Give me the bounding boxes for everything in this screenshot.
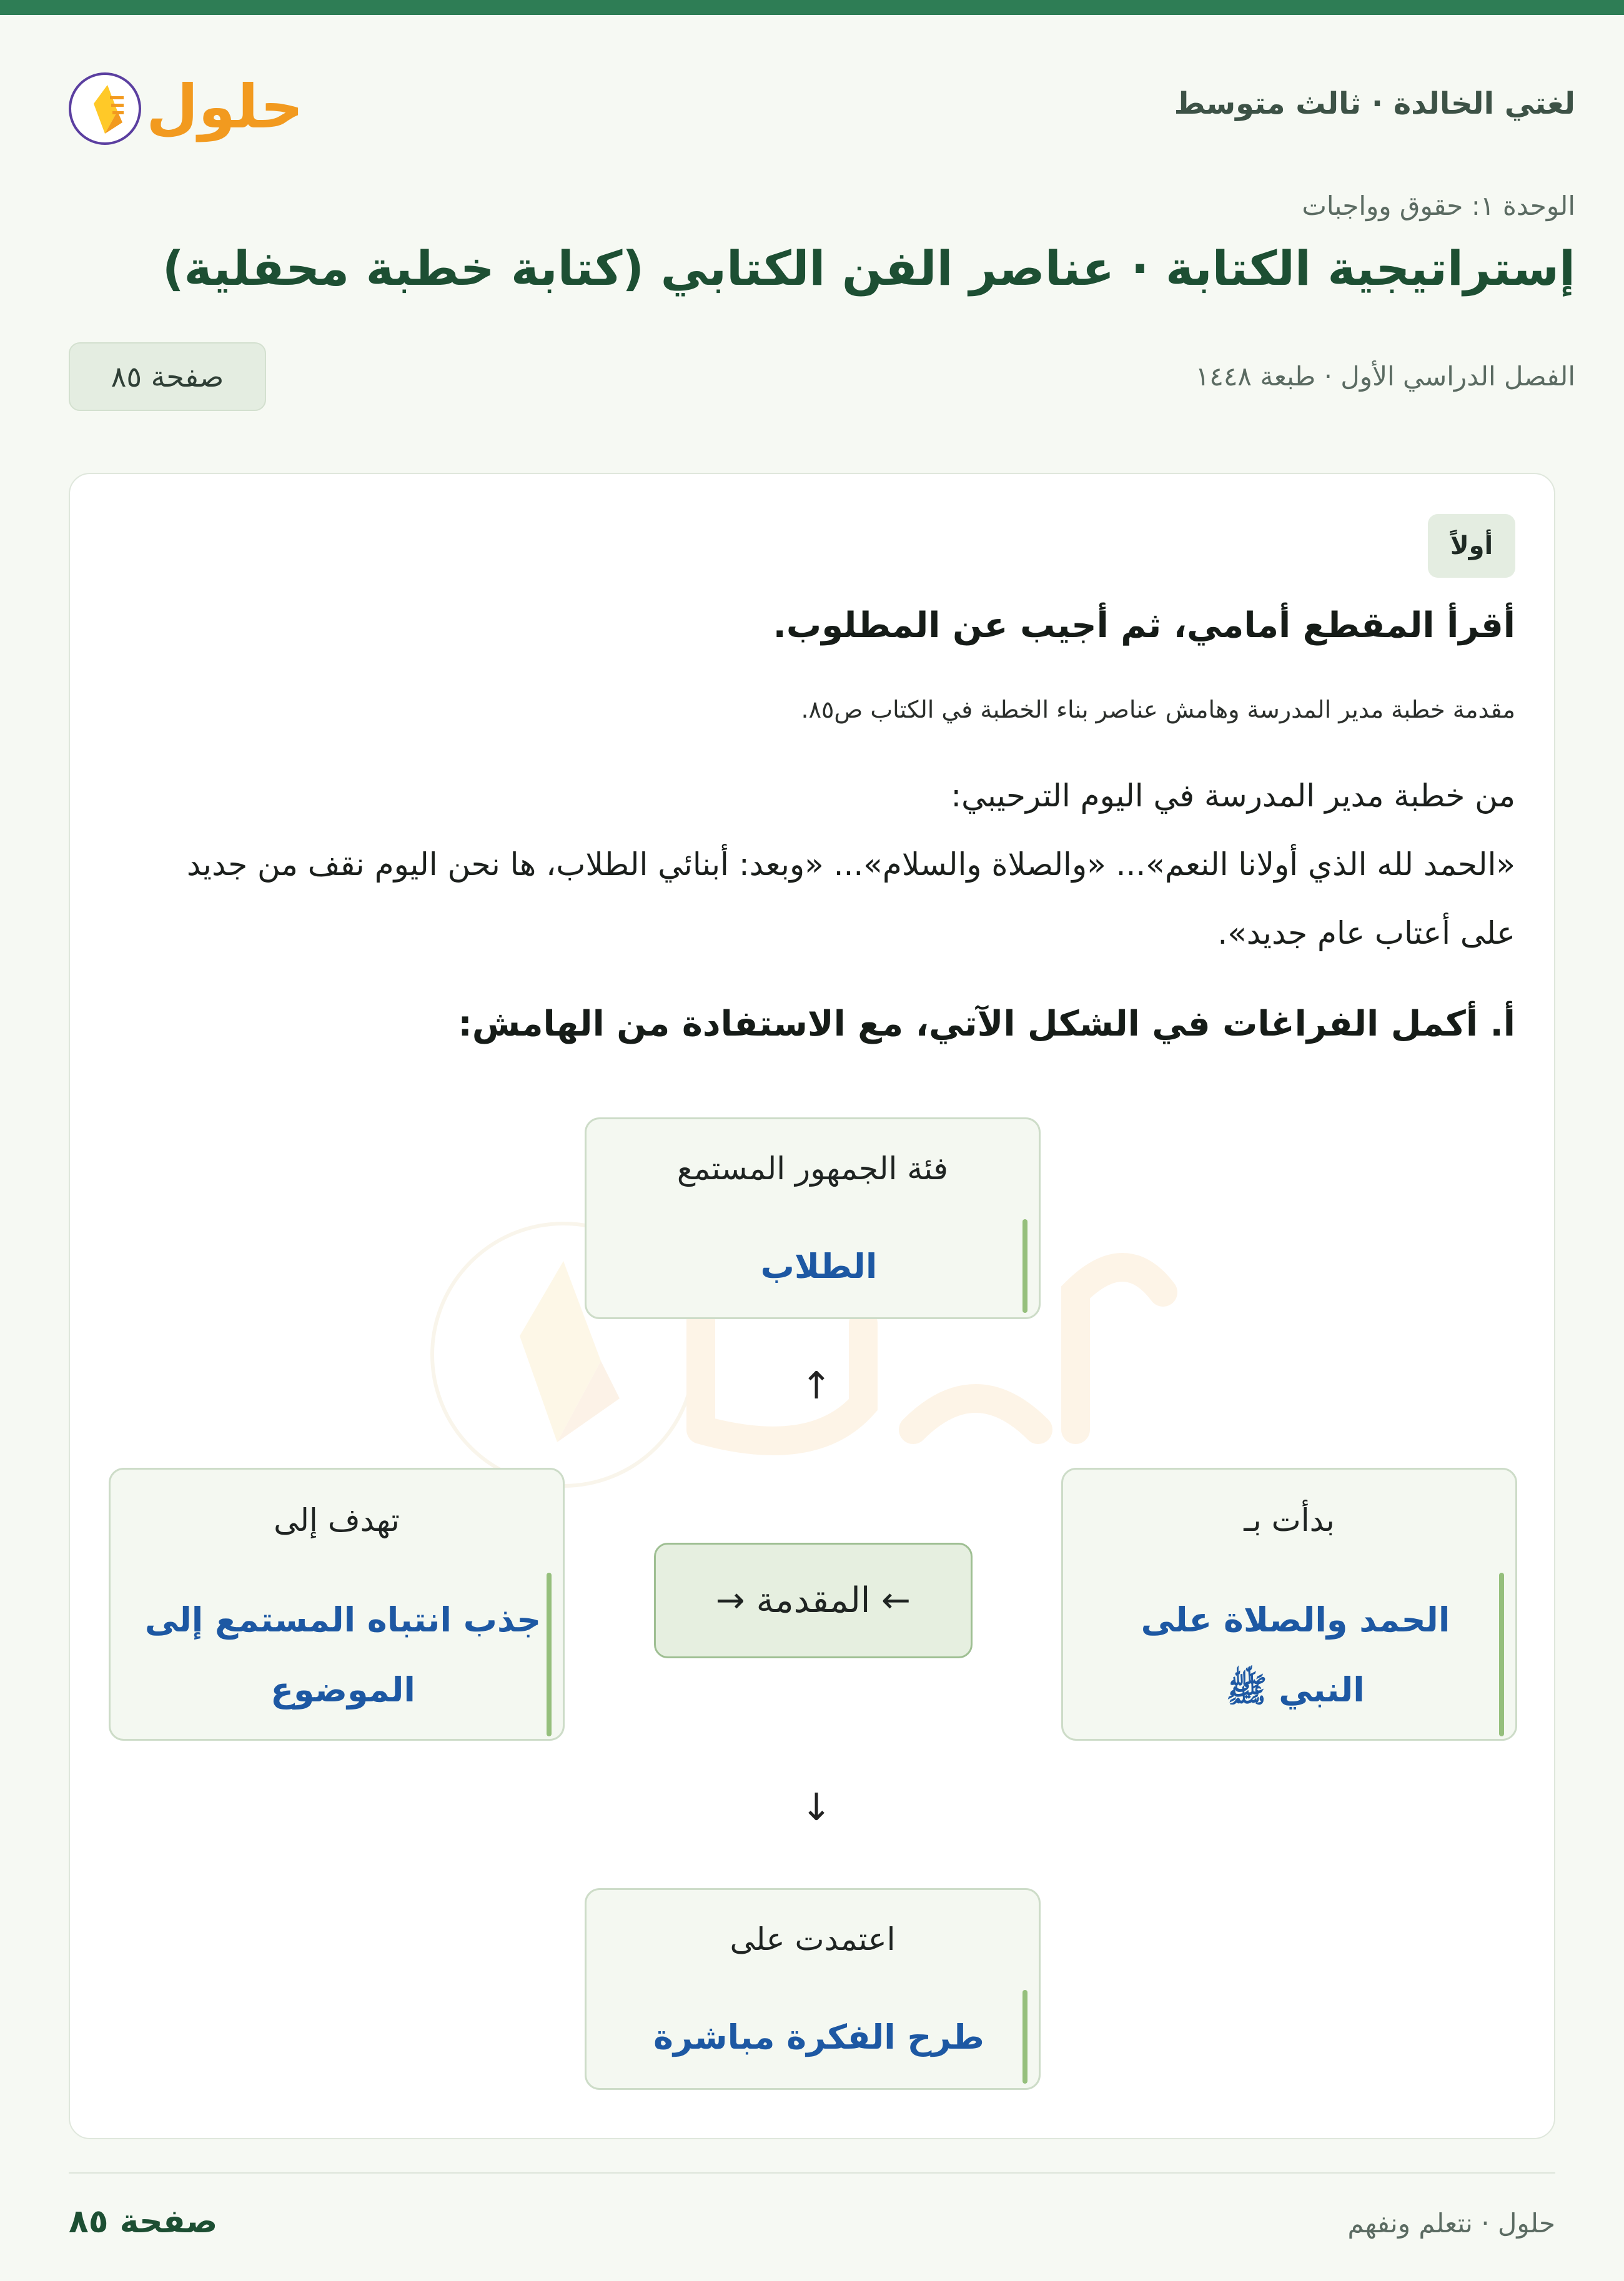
box-label: اعتمدت على <box>730 1921 896 1957</box>
box-answer: الحمد والصلاة على النبي ﷺ <box>1141 1600 1450 1710</box>
box-answer: جذب انتباه المستمع إلى الموضوع <box>144 1600 542 1710</box>
accent-bar <box>1499 1573 1504 1736</box>
exercise-card <box>69 473 1555 2139</box>
diagram-box-goal <box>109 1468 565 1741</box>
footer-tagline: حلول · نتعلم ونفهم <box>1347 2208 1555 2239</box>
diagram-box-audience <box>585 1117 1041 1319</box>
box-answer: طرح الفكرة مباشرة <box>653 2017 984 2057</box>
diagram-box-opening <box>1061 1468 1517 1741</box>
section-badge: أولاً <box>1428 514 1515 578</box>
top-accent-bar <box>0 0 1624 15</box>
footer-divider <box>69 2172 1555 2174</box>
diagram-center-node: ← المقدمة → <box>654 1543 973 1658</box>
question-heading: أقرأ المقطع أمامي، ثم أجيب عن المطلوب. <box>773 605 1515 646</box>
box-label: تهدف إلى <box>274 1502 400 1538</box>
term-label: الفصل الدراسي الأول · طبعة ١٤٤٨ <box>1195 361 1575 392</box>
footer-page-number: صفحة ٨٥ <box>69 2203 218 2240</box>
passage-text <box>154 761 1515 967</box>
accent-bar <box>547 1573 552 1736</box>
accent-bar <box>1022 1219 1027 1313</box>
book-title: لغتي الخالدة · ثالث متوسط <box>1174 86 1575 121</box>
box-label: فئة الجمهور المستمع <box>676 1150 949 1187</box>
page-badge: صفحة ٨٥ <box>69 342 266 411</box>
arrow-down-icon: ↓ <box>801 1786 833 1829</box>
sub-question: أ. أكمل الفراغات في الشكل الآتي، مع الاستفادة من الهامش: <box>458 1004 1515 1044</box>
hulul-logo <box>69 60 306 154</box>
svg-text:حلول: حلول <box>146 72 304 142</box>
unit-label: الوحدة ١: حقوق وواجبات <box>1302 190 1575 221</box>
reference-note: مقدمة خطبة مدير المدرسة وهامش عناصر بناء الخطبة في الكتاب ص٨٥. <box>801 696 1515 723</box>
passage-intro: من خطبة مدير المدرسة في اليوم الترحيبي: <box>951 778 1515 814</box>
passage-quote: «الحمد لله الذي أولانا النعم»... «والصلاة والسلام»... «وبعد: أبنائي الطلاب، ها نحن اليوم نقف من جديد على أعتاب عام جديد». <box>186 846 1515 951</box>
diagram-box-approach <box>585 1888 1041 2090</box>
accent-bar <box>1022 1990 1027 2084</box>
box-label: بدأت بـ <box>1244 1502 1335 1538</box>
arrow-up-icon: ↑ <box>801 1364 833 1408</box>
box-answer: الطلاب <box>760 1247 878 1286</box>
page-title: إستراتيجية الكتابة · عناصر الفن الكتابي (كتابة خطبة محفلية) <box>162 240 1575 296</box>
